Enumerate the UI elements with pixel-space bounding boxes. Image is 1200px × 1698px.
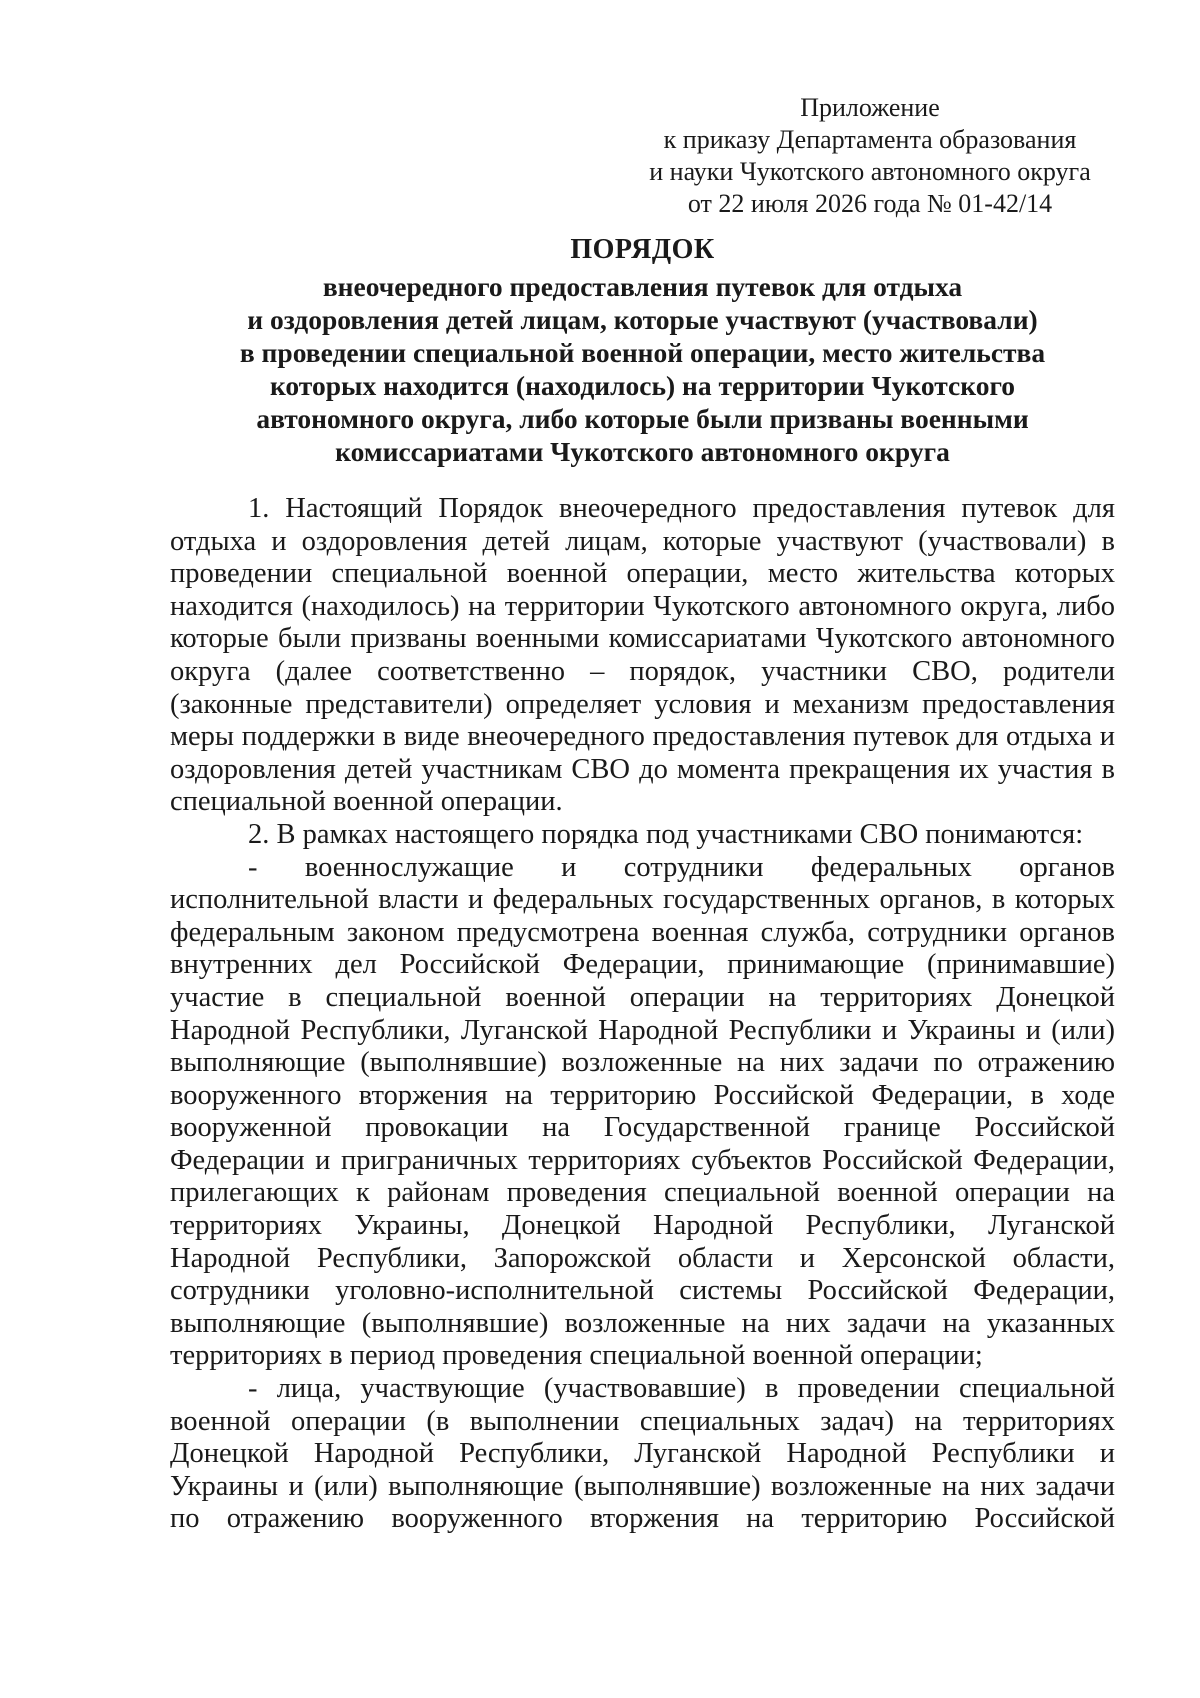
paragraph-2: 2. В рамках настоящего порядка под участниками СВО понимаются:	[248, 818, 1084, 850]
document-body	[170, 493, 1115, 1536]
title-line-5: автономного округа, либо которые были призваны военными	[256, 403, 1029, 434]
document-title	[170, 232, 1115, 468]
appendix-line-3: и науки Чукотского автономного округа	[649, 157, 1091, 186]
title-subtitle	[170, 270, 1115, 468]
paragraph-1: 1. Настоящий Порядок внеочередного предоставления путевок для отдыха и оздоровления детей лицам, которые участвуют (участвовали) в проведении специальной военной операции, место жительства которых находится (находилось) на территории Чукотского автономного округа, либо которые были призваны военными комиссариатами Чукотского автономного округа (далее соответственно – порядок, участники СВО, родители (законные представители) определяет условия и механизм предоставления меры поддержки в виде внеочередного предоставления путевок для отдыха и оздоровления детей участникам СВО до момента прекращения их участия в специальной военной операции.	[170, 493, 1115, 818]
appendix-line-2: к приказу Департамента образования	[663, 125, 1077, 154]
title-line-4: которых находится (находилось) на территории Чукотского	[269, 370, 1016, 401]
appendix-line-4: от 22 июля 2026 года № 01-42/14	[687, 189, 1053, 218]
title-line-3: в проведении специальной военной операции, место жительства	[239, 337, 1046, 368]
title-line-6: комиссариатами Чукотского автономного округа	[335, 436, 950, 467]
appendix-line-1: Приложение	[800, 93, 940, 122]
appendix-header	[620, 92, 1120, 220]
title-line-2: и оздоровления детей лицам, которые участвуют (участвовали)	[247, 304, 1038, 335]
title-main: ПОРЯДОК	[570, 234, 715, 265]
paragraph-4: - лица, участвующие (участвовавшие) в проведении специальной военной операции (в выполнении специальных задач) на территориях Донецкой Народной Республики, Луганской Народной Республики и Украины и (или) выполняющие (выполнявшие) возложенные на них задачи по отражению вооруженного вторжения на территорию Российской	[170, 1373, 1115, 1535]
title-line-1: внеочередного предоставления путевок для отдыха	[322, 271, 963, 302]
paragraph-3: - военнослужащие и сотрудники федеральных органов исполнительной власти и федеральных государственных органов, в которых федеральным законом предусмотрена военная служба, сотрудники органов внутренних дел Российской Федерации, принимающие (принимавшие) участие в специальной военной операции на территориях Донецкой Народной Республики, Луганской Народной Республики и Украины и (или) выполняющие (выполнявшие) возложенные на них задачи по отражению вооруженного вторжения на территорию Российской Федерации, в ходе вооруженной провокации на Государственной границе Российской Федерации и приграничных территориях субъектов Российской Федерации, прилегающих к районам проведения специальной военной операции на территориях Украины, Донецкой Народной Республики, Луганской Народной Республики, Запорожской области и Херсонской области, сотрудники уголовно-исполнительной системы Российской Федерации, выполняющие (выполнявшие) возложенные на них задачи на указанных территориях в период проведения специальной военной операции;	[170, 851, 1115, 1372]
